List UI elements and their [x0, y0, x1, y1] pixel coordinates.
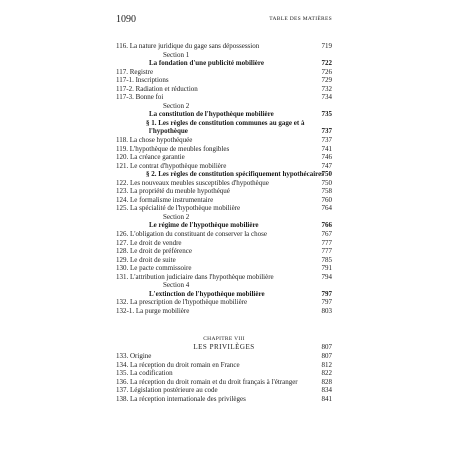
toc-entry — [116, 361, 332, 370]
entry-page: 737 — [321, 127, 332, 136]
toc-entry — [116, 196, 332, 205]
entry-label: 120. La créance garantie — [116, 153, 185, 162]
entry-label: 136. La réception du droit romain et du droit français à l'étranger — [116, 377, 298, 386]
toc-heading — [116, 221, 332, 230]
entry-label: 116. La nature juridique du gage sans dépossession — [116, 42, 260, 50]
toc-entry — [116, 264, 332, 273]
entry-page: 722 — [321, 59, 332, 68]
entry-label: Section 2 — [163, 101, 190, 110]
entry-page: 747 — [321, 161, 332, 170]
chapter-title: LES PRIVILÈGES — [193, 343, 255, 351]
entry-label: 135. La codification — [116, 369, 173, 378]
toc-entry — [116, 76, 332, 85]
entry-page: 750 — [321, 178, 332, 187]
entry-label: 126. L'obligation du constituant de conserver la chose — [116, 230, 267, 239]
entry-page: 822 — [321, 369, 332, 378]
entry-label: 132. La prescription de l'hypothèque mobilière — [116, 298, 248, 307]
toc-entry — [116, 230, 332, 239]
entry-page: 719 — [321, 42, 332, 50]
section-heading — [116, 51, 332, 60]
toc-entry — [116, 239, 332, 248]
entry-page: 741 — [321, 144, 332, 153]
entry-page: 758 — [321, 187, 332, 196]
entry-label: Section 4 — [163, 281, 190, 290]
toc-entry — [116, 369, 332, 378]
toc-entry — [116, 179, 332, 188]
toc-entry — [116, 136, 332, 145]
toc-entry — [116, 352, 332, 361]
entry-page: 834 — [321, 386, 332, 395]
section-heading — [116, 213, 332, 222]
entry-label: 133. Origine — [116, 352, 152, 360]
toc-entry — [116, 68, 332, 77]
entry-page: 785 — [321, 255, 332, 264]
entry-label: 122. Les nouveaux meubles susceptibles d'hypothèque — [116, 178, 269, 187]
entry-label: Section 1 — [163, 50, 190, 59]
table-of-contents — [116, 42, 332, 316]
toc-entry — [116, 298, 332, 307]
toc-entry — [116, 247, 332, 256]
entry-page: 777 — [321, 238, 332, 247]
page-number: 1090 — [116, 14, 136, 25]
entry-page: 841 — [321, 394, 332, 403]
toc-entry — [116, 42, 332, 51]
entry-label: 131. L'attribution judiciaire dans l'hypothèque mobilière — [116, 272, 274, 281]
section-heading — [116, 281, 332, 290]
entry-label: 137. Législation postérieure au code — [116, 386, 218, 395]
entry-label: La fondation d'une publicité mobilière — [149, 59, 264, 68]
toc-entry — [116, 273, 332, 282]
chapter-number: CHAPITRE VIII — [203, 336, 245, 342]
entry-page: 767 — [321, 230, 332, 239]
entry-label: 117-2. Radiation et réduction — [116, 84, 198, 93]
entry-label: 138. La réception internationale des privilèges — [116, 394, 246, 403]
entry-page: 812 — [321, 360, 332, 369]
entry-page: 732 — [321, 84, 332, 93]
entry-label: La constitution de l'hypothèque mobilière — [149, 110, 274, 119]
toc-entry — [116, 85, 332, 94]
entry-page: 797 — [321, 298, 332, 307]
entry-label: § 1. Les règles de constitution communes au gage et à — [146, 118, 305, 127]
toc-heading — [116, 119, 332, 128]
entry-page: 797 — [321, 289, 332, 298]
toc-entry — [116, 187, 332, 196]
entry-label: l'hypothèque — [149, 127, 188, 136]
entry-label: 134. La réception du droit romain en France — [116, 360, 240, 369]
entry-label: 125. La spécialité de l'hypothèque mobilière — [116, 204, 241, 213]
entry-page: 737 — [321, 136, 332, 145]
entry-label: 119. L'hypothèque de meubles fongibles — [116, 144, 230, 153]
entry-page: 750 — [321, 170, 332, 179]
toc-heading — [116, 127, 332, 136]
entry-label: 117-1. Inscriptions — [116, 76, 169, 85]
entry-label: 117. Registre — [116, 67, 154, 76]
toc-heading — [116, 170, 332, 179]
chapter-heading — [116, 335, 332, 352]
entry-label: 121. Le contrat d'hypothèque mobilière — [116, 161, 227, 170]
entry-page: 746 — [321, 153, 332, 162]
entry-label: Section 2 — [163, 212, 190, 221]
toc-heading — [116, 110, 332, 119]
toc-entry — [116, 153, 332, 162]
entry-label: L'extinction de l'hypothèque mobilière — [149, 289, 265, 298]
entry-label: 129. Le droit de suite — [116, 255, 176, 264]
chapter-entries — [116, 352, 332, 403]
entry-label: 117-3. Bonne foi — [116, 93, 164, 102]
entry-label: 123. La propriété du meuble hypothéqué — [116, 187, 230, 196]
toc-entry — [116, 395, 332, 404]
chapter-page: 807 — [321, 343, 332, 351]
toc-entry — [116, 204, 332, 213]
section-heading — [116, 102, 332, 111]
entry-label: Le régime de l'hypothèque mobilière — [149, 221, 259, 230]
entry-page: 760 — [321, 195, 332, 204]
toc-heading — [116, 290, 332, 299]
page-header — [116, 14, 332, 26]
toc-heading — [116, 59, 332, 68]
toc-entry — [116, 378, 332, 387]
entry-label: 127. Le droit de vendre — [116, 238, 182, 247]
entry-label: 130. Le pacte commissoire — [116, 264, 192, 273]
entry-page: 828 — [321, 377, 332, 386]
entry-page: 764 — [321, 204, 332, 213]
toc-entry — [116, 162, 332, 171]
toc-entry — [116, 386, 332, 395]
toc-entry — [116, 256, 332, 265]
entry-label: 132-1. La purge mobilière — [116, 306, 190, 315]
toc-entry — [116, 145, 332, 154]
chapter-title-row — [116, 343, 332, 352]
entry-page: 777 — [321, 247, 332, 256]
entry-label: 128. Le droit de préférence — [116, 247, 192, 256]
entry-page: 735 — [321, 110, 332, 119]
entry-page: 729 — [321, 76, 332, 85]
entry-page: 803 — [321, 306, 332, 315]
entry-page: 807 — [321, 352, 332, 360]
entry-label: 124. Le formalisme instrumentaire — [116, 195, 214, 204]
entry-label: § 2. Les règles de constitution spécifiquement hypothécaires — [146, 170, 324, 179]
entry-page: 794 — [321, 272, 332, 281]
toc-entry — [116, 93, 332, 102]
entry-page: 791 — [321, 264, 332, 273]
running-title: TABLE DES MATIÈRES — [269, 16, 332, 22]
entry-page: 734 — [321, 93, 332, 102]
entry-label: 118. La chose hypothéquée — [116, 136, 193, 145]
toc-entry — [116, 307, 332, 316]
entry-page: 726 — [321, 67, 332, 76]
entry-page: 766 — [321, 221, 332, 230]
